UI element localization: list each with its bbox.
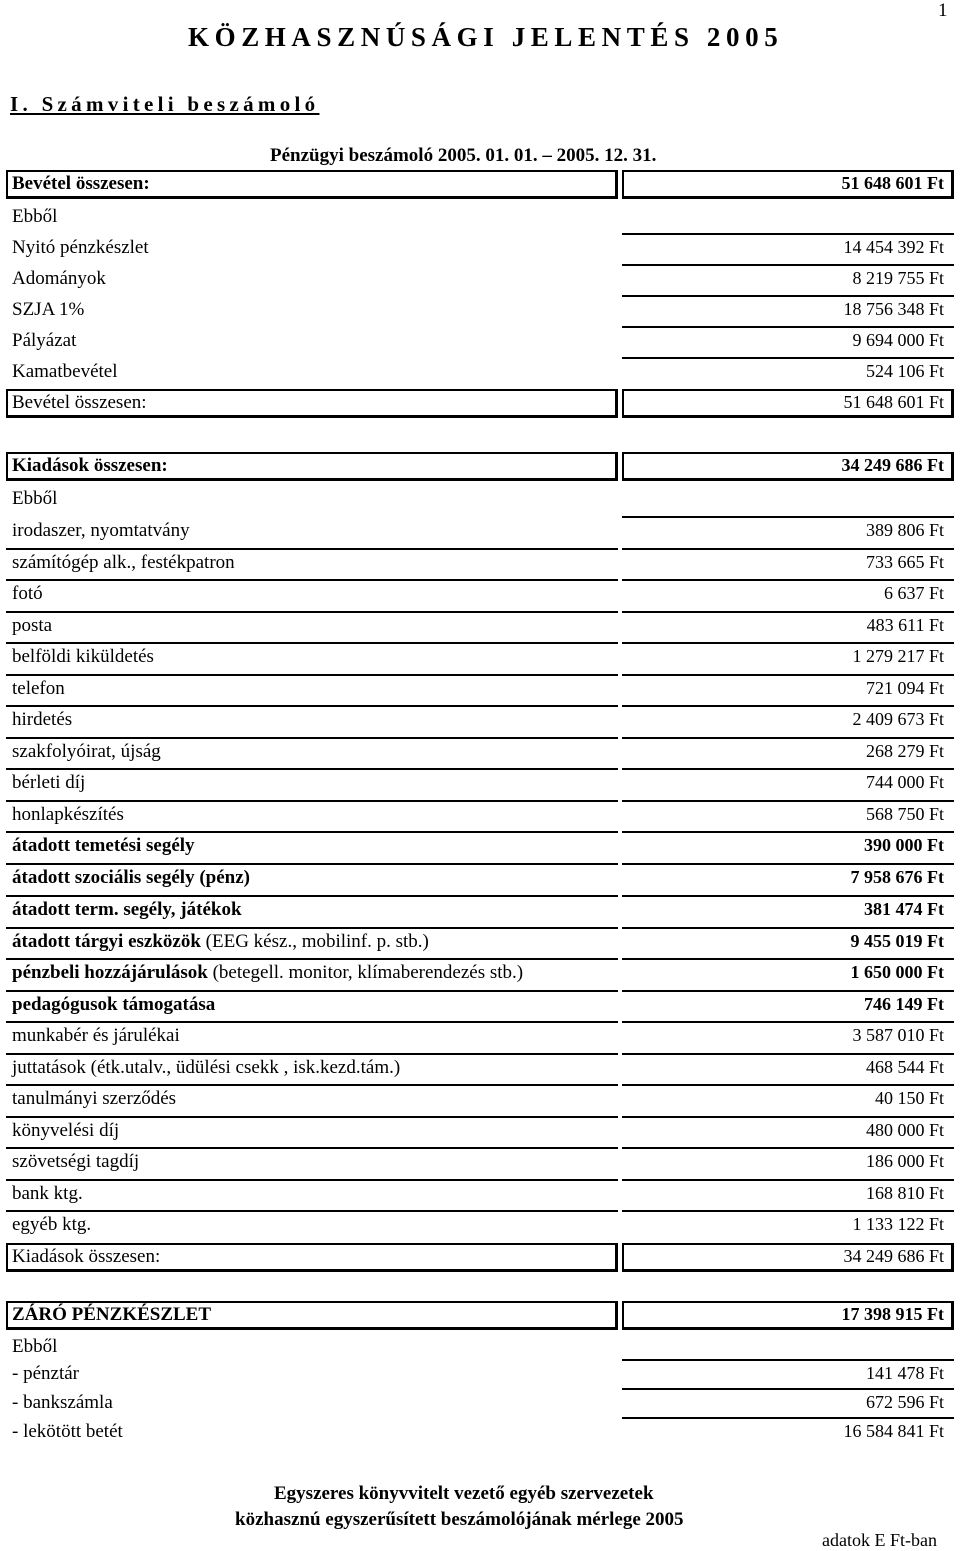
expense-item-value: 1 133 122 Ft (852, 1214, 944, 1234)
expense-item-value: 390 000 Ft (864, 835, 944, 855)
expense-item-value: 2 409 673 Ft (852, 709, 944, 729)
expense-row (0, 1084, 960, 1115)
report-period: Pénzügyi beszámoló 2005. 01. 01. – 2005. 12. 31. (270, 145, 657, 166)
expense-item-label: juttatások (étk.utalv., üdülési csekk , isk.kezd.tám.) (12, 1057, 401, 1078)
expense-sum-value: 34 249 686 Ft (843, 1246, 944, 1266)
expense-row (0, 705, 960, 736)
expense-row (0, 516, 960, 547)
expense-row (0, 831, 960, 862)
expense-ebbol-row (0, 484, 960, 515)
expense-item-value: 746 149 Ft (864, 994, 944, 1014)
closing-total-label: ZÁRÓ PÉNZKÉSZLET (12, 1304, 212, 1325)
closing-row (0, 1359, 960, 1390)
expense-item-value: 1 650 000 Ft (850, 962, 944, 982)
expense-item-label: átadott szociális segély (pénz) (12, 867, 250, 888)
income-row (0, 233, 960, 264)
expense-sum-label: Kiadások összesen: (12, 1246, 161, 1267)
income-sum-value: 51 648 601 Ft (843, 392, 944, 412)
expense-ebbol-label: Ebből (12, 488, 58, 509)
closing-item-value: 672 596 Ft (865, 1392, 944, 1412)
income-item-value: 14 454 392 Ft (843, 237, 944, 257)
income-item-label: Kamatbevétel (12, 361, 118, 382)
expense-row (0, 1210, 960, 1241)
income-sum-label: Bevétel összesen: (12, 392, 147, 413)
expense-total-label: Kiadások összesen: (12, 455, 168, 476)
expense-item-label: könyvelési díj (12, 1120, 120, 1141)
income-item-value: 524 106 Ft (865, 361, 944, 381)
expense-item-label: átadott temetési segély (12, 835, 195, 856)
expense-row (0, 642, 960, 673)
expense-item-label (12, 931, 429, 953)
closing-row (0, 1388, 960, 1419)
expense-item-label: tanulmányi szerződés (12, 1088, 177, 1109)
expense-row (0, 895, 960, 926)
expense-row (0, 548, 960, 579)
expense-item-value: 1 279 217 Ft (852, 646, 944, 666)
expense-row (0, 579, 960, 610)
income-sum-row (0, 389, 960, 420)
expense-item-value: 721 094 Ft (865, 678, 944, 698)
section-title: I. Számviteli beszámoló (10, 92, 320, 116)
income-ebbol-row (0, 202, 960, 233)
expense-item-label: fotó (12, 583, 43, 604)
income-ebbol-label: Ebből (12, 206, 58, 227)
expense-item-label-suffix: (betegell. monitor, klímaberendezés stb.) (207, 962, 524, 983)
expense-item-label: posta (12, 615, 53, 636)
expense-item-label: telefon (12, 678, 65, 699)
expense-item-label: belföldi kiküldetés (12, 646, 154, 667)
expense-item-value: 468 544 Ft (865, 1057, 944, 1077)
expense-item-label: szakfolyóirat, újság (12, 741, 161, 762)
expense-row (0, 1116, 960, 1147)
closing-item-label: - lekötött betét (12, 1421, 123, 1442)
expense-item-label: számítógép alk., festékpatron (12, 552, 235, 573)
expense-item-label: munkabér és járulékai (12, 1025, 180, 1046)
income-item-value: 9 694 000 Ft (852, 330, 944, 350)
page-number: 1 (938, 0, 948, 21)
expense-row (0, 768, 960, 799)
expense-item-label: bank ktg. (12, 1183, 83, 1204)
income-item-value: 18 756 348 Ft (843, 299, 944, 319)
expense-row (0, 1147, 960, 1178)
expense-item-label-main: átadott tárgyi eszközök (12, 931, 201, 952)
expense-item-value: 744 000 Ft (865, 772, 944, 792)
closing-item-label: - pénztár (12, 1363, 79, 1384)
expense-row (0, 958, 960, 989)
closing-item-label: - bankszámla (12, 1392, 113, 1413)
expense-row (0, 800, 960, 831)
expense-item-value: 40 150 Ft (874, 1088, 944, 1108)
income-total-row (0, 170, 960, 201)
closing-ebbol-label: Ebből (12, 1336, 58, 1357)
expense-total-row (0, 452, 960, 483)
income-item-label: Adományok (12, 268, 106, 289)
expense-item-label: honlapkészítés (12, 804, 124, 825)
expense-item-value: 389 806 Ft (865, 520, 944, 540)
expense-item-value: 9 455 019 Ft (850, 931, 944, 951)
closing-item-value: 141 478 Ft (865, 1363, 944, 1383)
expense-item-value: 381 474 Ft (864, 899, 944, 919)
expense-sum-row (0, 1243, 960, 1274)
expense-item-value: 186 000 Ft (865, 1151, 944, 1171)
income-row (0, 264, 960, 295)
expense-row (0, 611, 960, 642)
footer-line-1: Egyszeres könyvvitelt vezető egyéb szervezetek (274, 1483, 654, 1504)
expense-item-label: hirdetés (12, 709, 73, 730)
expense-row (0, 674, 960, 705)
income-item-value: 8 219 755 Ft (852, 268, 944, 288)
units-note: adatok E Ft-ban (822, 1530, 937, 1550)
expense-item-value: 483 611 Ft (866, 615, 944, 635)
expense-item-label: irodaszer, nyomtatvány (12, 520, 190, 541)
closing-row (0, 1417, 960, 1448)
closing-total-row (0, 1301, 960, 1332)
expense-item-label-suffix: (EEG kész., mobilinf. p. stb.) (200, 931, 429, 952)
closing-item-value: 16 584 841 Ft (843, 1421, 944, 1441)
expense-item-value: 3 587 010 Ft (852, 1025, 944, 1045)
expense-item-value: 6 637 Ft (883, 583, 944, 603)
expense-item-value: 480 000 Ft (865, 1120, 944, 1140)
income-row (0, 295, 960, 326)
expense-item-label: bérleti díj (12, 772, 86, 793)
footer-line-2: közhasznú egyszerűsített beszámolójának mérlege 2005 (235, 1509, 684, 1530)
closing-total-value: 17 398 915 Ft (841, 1304, 944, 1324)
expense-item-label (12, 962, 523, 984)
income-item-label: SZJA 1% (12, 299, 85, 320)
expense-item-value: 268 279 Ft (865, 741, 944, 761)
expense-item-value: 7 958 676 Ft (850, 867, 944, 887)
income-total-value: 51 648 601 Ft (841, 173, 944, 193)
expense-row (0, 1053, 960, 1084)
expense-row (0, 863, 960, 894)
expense-row (0, 927, 960, 958)
expense-row (0, 737, 960, 768)
income-item-label: Pályázat (12, 330, 77, 351)
expense-item-label-main: pénzbeli hozzájárulások (12, 962, 208, 983)
expense-item-value: 168 810 Ft (865, 1183, 944, 1203)
expense-row (0, 1179, 960, 1210)
income-row (0, 326, 960, 357)
expense-item-label: egyéb ktg. (12, 1214, 92, 1235)
page-title: KÖZHASZNÚSÁGI JELENTÉS 2005 (188, 22, 784, 52)
income-total-label: Bevétel összesen: (12, 173, 150, 194)
expense-item-value: 568 750 Ft (865, 804, 944, 824)
income-row (0, 357, 960, 388)
expense-total-value: 34 249 686 Ft (841, 455, 944, 475)
expense-item-label: szövetségi tagdíj (12, 1151, 140, 1172)
expense-row (0, 1021, 960, 1052)
income-item-label: Nyitó pénzkészlet (12, 237, 149, 258)
expense-item-label: pedagógusok támogatása (12, 994, 216, 1015)
expense-item-value: 733 665 Ft (865, 552, 944, 572)
expense-row (0, 990, 960, 1021)
expense-item-label: átadott term. segély, játékok (12, 899, 242, 920)
